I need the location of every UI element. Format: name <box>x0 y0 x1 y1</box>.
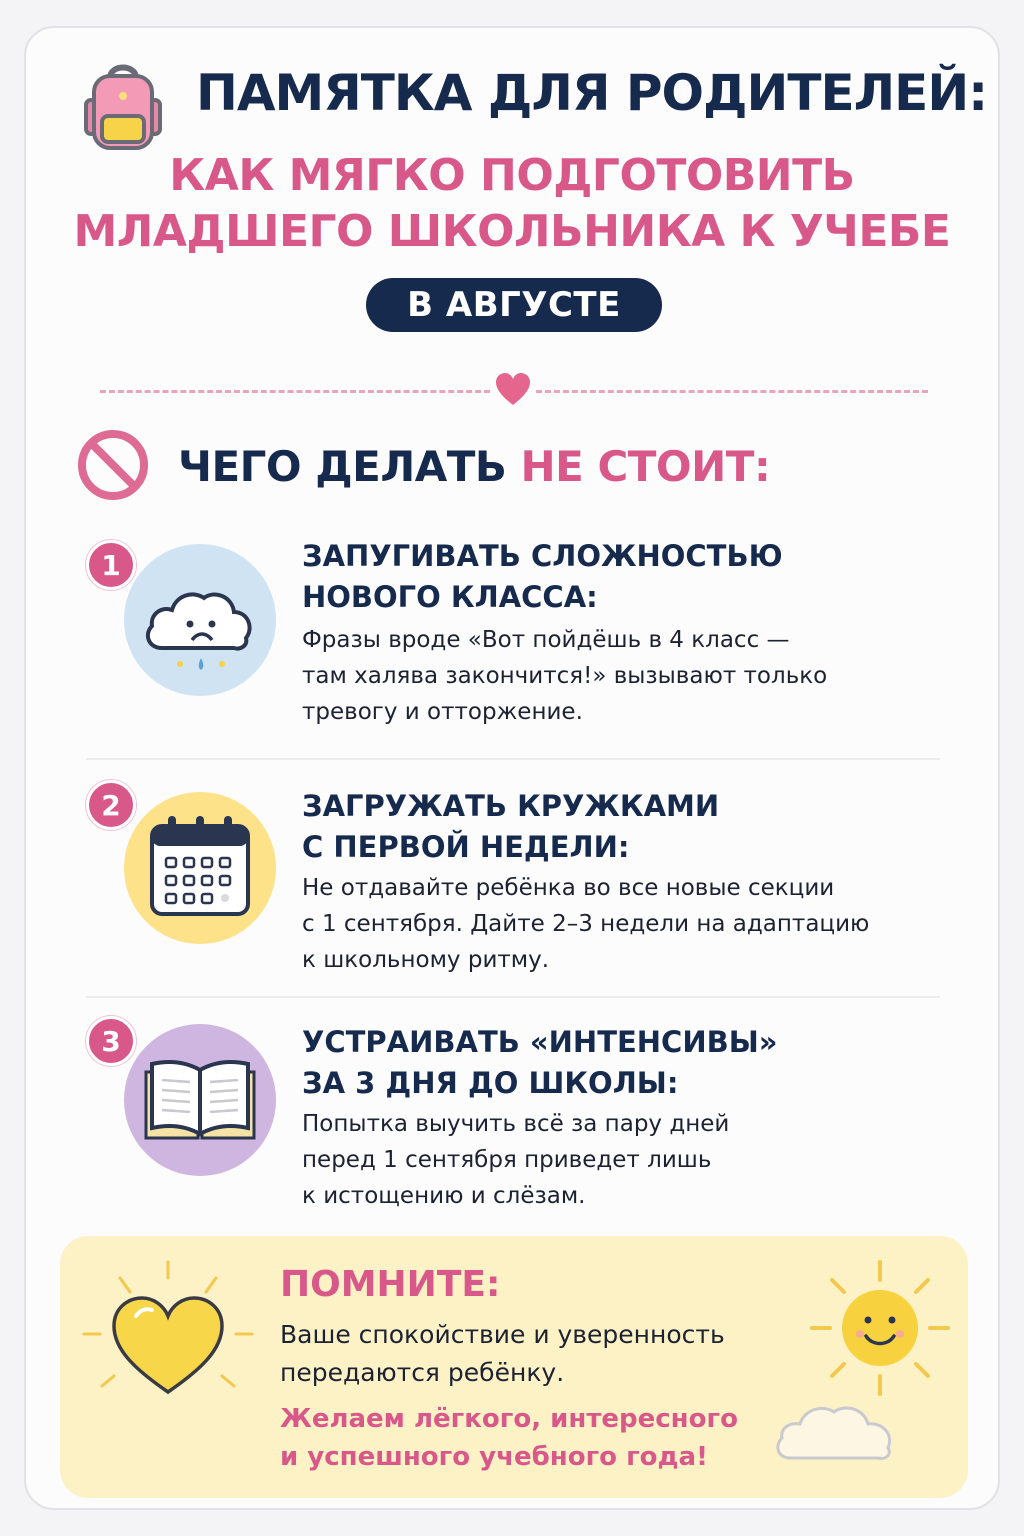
open-book-icon <box>142 1054 258 1148</box>
subtitle-line-1: КАК МЯГКО ПОДГОТОВИТЬ <box>169 150 855 201</box>
month-pill: В АВГУСТЕ <box>366 278 662 332</box>
subtitle-line-2: МЛАДШЕГО ШКОЛЬНИКА К УЧЕБЕ <box>73 206 951 257</box>
backpack-icon <box>80 60 166 152</box>
page-title: ПАМЯТКА ДЛЯ РОДИТЕЛЕЙ: <box>196 64 988 122</box>
item-3-text: Попытка выучить всё за пару дней перед 1 сентября приведет лишь к истощению и слёзам. <box>302 1111 730 1209</box>
divider-left <box>100 390 490 393</box>
item-separator <box>86 758 940 760</box>
calendar-icon <box>146 814 254 920</box>
heart-icon <box>80 1258 256 1418</box>
item-3-title: УСТРАИВАТЬ «ИНТЕНСИВЫ» ЗА 3 ДНЯ ДО ШКОЛЫ: <box>302 1025 778 1100</box>
item-2-text: Не отдавайте ребёнка во все новые секции с 1 сентября. Дайте 2–3 недели на адаптацию к школьному ритму. <box>302 875 870 973</box>
sun-icon <box>806 1258 956 1398</box>
item-3-number-badge: 3 <box>86 1016 136 1066</box>
sad-cloud-icon <box>140 574 260 678</box>
section-title-part2: НЕ СТОИТ: <box>520 442 771 491</box>
item-1-title: ЗАПУГИВАТЬ СЛОЖНОСТЬЮ НОВОГО КЛАССА: <box>302 539 783 614</box>
remember-title: ПОМНИТЕ: <box>280 1264 501 1305</box>
remember-text: Ваше спокойствие и уверенность передаются ребёнку. <box>280 1320 725 1387</box>
section-title <box>178 442 770 491</box>
item-2-title: ЗАГРУЖАТЬ КРУЖКАМИ С ПЕРВОЙ НЕДЕЛИ: <box>302 789 720 864</box>
cloud-icon <box>772 1392 900 1468</box>
wish-text: Желаем лёгкого, интересного и успешного учебного года! <box>280 1404 738 1472</box>
prohibited-icon <box>76 428 150 502</box>
section-title-part1: ЧЕГО ДЕЛАТЬ <box>178 442 521 491</box>
item-1-number-badge: 1 <box>86 540 136 590</box>
divider-right <box>536 390 928 393</box>
heart-divider-icon <box>494 372 532 408</box>
item-1-text: Фразы вроде «Вот пойдёшь в 4 класс — там халява закончится!» вызывают только тревогу и отторжение. <box>302 627 828 725</box>
item-separator <box>86 996 940 998</box>
item-2-number-badge: 2 <box>86 780 136 830</box>
